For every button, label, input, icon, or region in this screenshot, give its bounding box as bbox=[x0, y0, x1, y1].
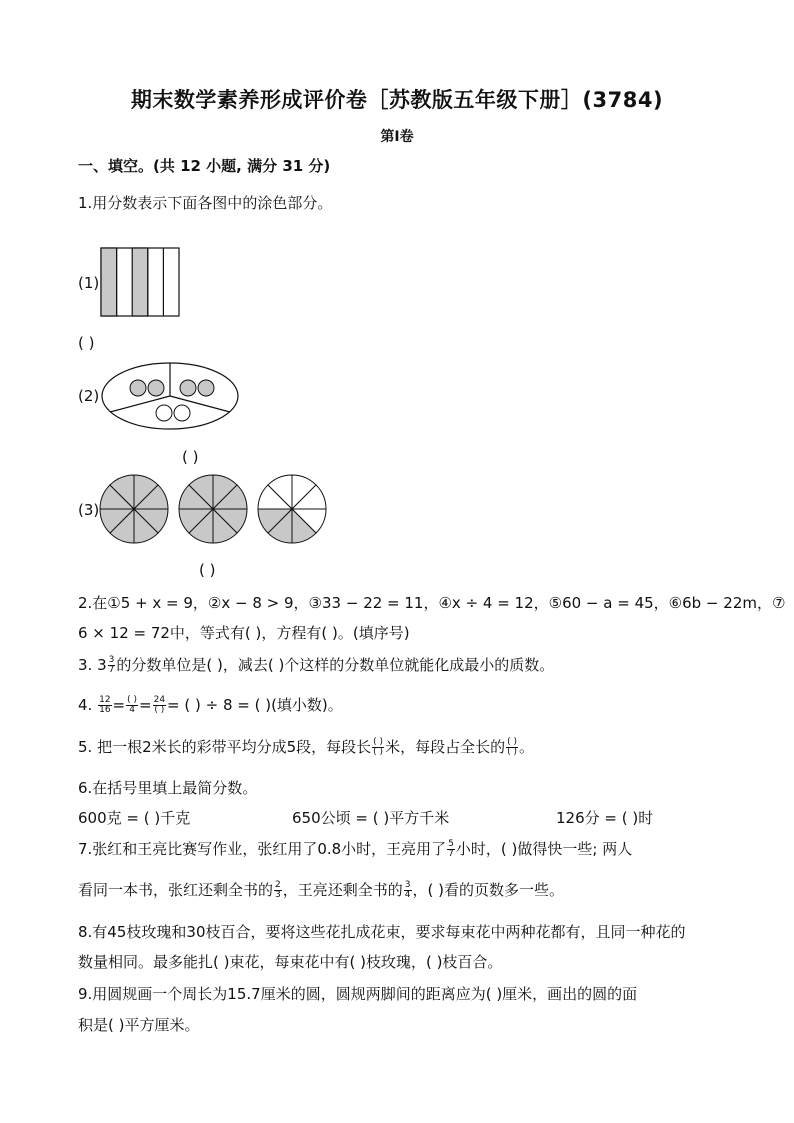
q5-blank-fraction-2 bbox=[506, 738, 518, 757]
volume-label: 第Ⅰ卷 bbox=[380, 129, 414, 145]
q7-f3-num: 3 bbox=[404, 880, 411, 890]
q1-blank-1: ( ) bbox=[78, 334, 95, 352]
q5-b2-num: ( ) bbox=[507, 737, 517, 747]
q2-line-2: 6 × 12 = 72中，等式有( )，方程有( )。(填序号) bbox=[78, 624, 410, 642]
section-heading: 一、填空。(共 12 小题, 满分 31 分) bbox=[78, 157, 331, 175]
q4-fraction-3 bbox=[153, 696, 166, 715]
q1-figure-circles bbox=[98, 473, 330, 545]
q1-label-2: (2) bbox=[78, 387, 100, 405]
q1-blank-3: ( ) bbox=[199, 561, 216, 579]
q6-text: 6.在括号里填上最简分数。 bbox=[78, 779, 258, 797]
q7-f3-den: 4 bbox=[404, 890, 411, 900]
q3-frac-den: 7 bbox=[108, 665, 115, 675]
q7-line2-c: ，( )看的页数多一些。 bbox=[412, 881, 564, 899]
q4-eq-2: = bbox=[139, 696, 152, 714]
q7-suffix: 小时，( )做得快一些; 两人 bbox=[455, 840, 633, 858]
q9-line-1: 9.用圆规画一个周长为15.7厘米的圆，圆规两脚间的距离应为( )厘米，画出的圆的面 bbox=[78, 985, 638, 1003]
q4-f1-den: 16 bbox=[99, 705, 111, 715]
q3-frac-num: 3 bbox=[108, 655, 115, 665]
q7-line-1 bbox=[78, 838, 632, 859]
q5-line bbox=[78, 736, 534, 757]
q5-b2-den: ( ) bbox=[507, 747, 517, 757]
q5-end: 。 bbox=[518, 738, 534, 756]
q5-mid: 米，每段占全长的 bbox=[385, 738, 506, 756]
q3-prefix: 3. 3 bbox=[78, 656, 107, 674]
q6-item-2: 650公顷 = ( )平方千米 bbox=[292, 809, 450, 827]
q8-line-1: 8.有45枝玫瑰和30枝百合，要将这些花扎成花束，要求每束花中两种花都有，且同一种花的 bbox=[78, 923, 686, 941]
q7-f2-den: 3 bbox=[275, 890, 281, 900]
q1-figure-ellipse bbox=[100, 361, 240, 431]
pie-circle-1 bbox=[100, 475, 168, 543]
q1-figure-rectangle bbox=[100, 247, 180, 317]
page-title: 期末数学素养形成评价卷［苏教版五年级下册］(3784) bbox=[130, 88, 664, 112]
q1-label-3: (3) bbox=[78, 501, 100, 519]
q5-b1-den: ( ) bbox=[373, 747, 384, 757]
q4-f1-num: 12 bbox=[99, 695, 111, 705]
q4-f3-num: 24 bbox=[153, 695, 166, 705]
q6-item-3: 126分 = ( )时 bbox=[556, 809, 654, 827]
q4-line bbox=[78, 694, 343, 715]
q7-fraction-3 bbox=[404, 881, 412, 900]
q4-eq-1: = bbox=[112, 696, 126, 714]
q8-line-2: 数量相同。最多能扎( )束花，每束花中有( )枝玫瑰，( )枝百合。 bbox=[78, 953, 503, 971]
q1-text: 1.用分数表示下面各图中的涂色部分。 bbox=[78, 194, 333, 212]
pie-circle-2 bbox=[179, 475, 247, 543]
q9-line-2: 积是( )平方厘米。 bbox=[78, 1016, 200, 1034]
q3-suffix: 的分数单位是( )，减去( )个这样的分数单位就能化成最小的质数。 bbox=[116, 656, 555, 674]
q5-blank-fraction-1 bbox=[372, 738, 384, 757]
q7-prefix: 7.张红和王亮比赛写作业，张红用了0.8小时，王亮用了 bbox=[78, 840, 447, 858]
q3-fraction bbox=[108, 656, 116, 675]
q1-blank-2: ( ) bbox=[182, 448, 199, 466]
q5-b1-num: ( ) bbox=[373, 737, 384, 747]
q1-label-1: (1) bbox=[78, 274, 100, 292]
q7-f2-num: 2 bbox=[275, 880, 281, 890]
q7-line-2 bbox=[78, 879, 564, 900]
q4-f3-den: ( ) bbox=[154, 705, 165, 715]
q4-fraction-2 bbox=[126, 696, 138, 715]
q2-line-1: 2.在①5 + x = 9，②x − 8 > 9，③33 − 22 = 11，④x ÷ 4 = 12，⑤60 − a = 45，⑥6b − 22m，⑦ bbox=[78, 594, 786, 612]
pie-circle-3 bbox=[258, 475, 326, 543]
q4-suffix: = ( ) ÷ 8 = ( )(填小数)。 bbox=[167, 696, 343, 714]
q7-line2-b: ，王亮还剩全书的 bbox=[282, 881, 403, 899]
q7-f1-den: 7 bbox=[448, 849, 454, 859]
q7-line2-a: 看同一本书，张红还剩全书的 bbox=[78, 881, 274, 899]
q4-f2-num: ( ) bbox=[127, 695, 138, 705]
q7-fraction-2 bbox=[274, 881, 282, 900]
q7-fraction-1 bbox=[447, 840, 455, 859]
q5-prefix: 5. 把一根2米长的彩带平均分成5段，每段长 bbox=[78, 738, 372, 756]
q6-item-1: 600克 = ( )千克 bbox=[78, 809, 191, 827]
q7-f1-num: 5 bbox=[448, 839, 454, 849]
q4-fraction-1 bbox=[98, 696, 111, 715]
q4-prefix: 4. bbox=[78, 696, 93, 714]
q3-line bbox=[78, 654, 554, 675]
q4-f2-den: 4 bbox=[129, 705, 135, 715]
